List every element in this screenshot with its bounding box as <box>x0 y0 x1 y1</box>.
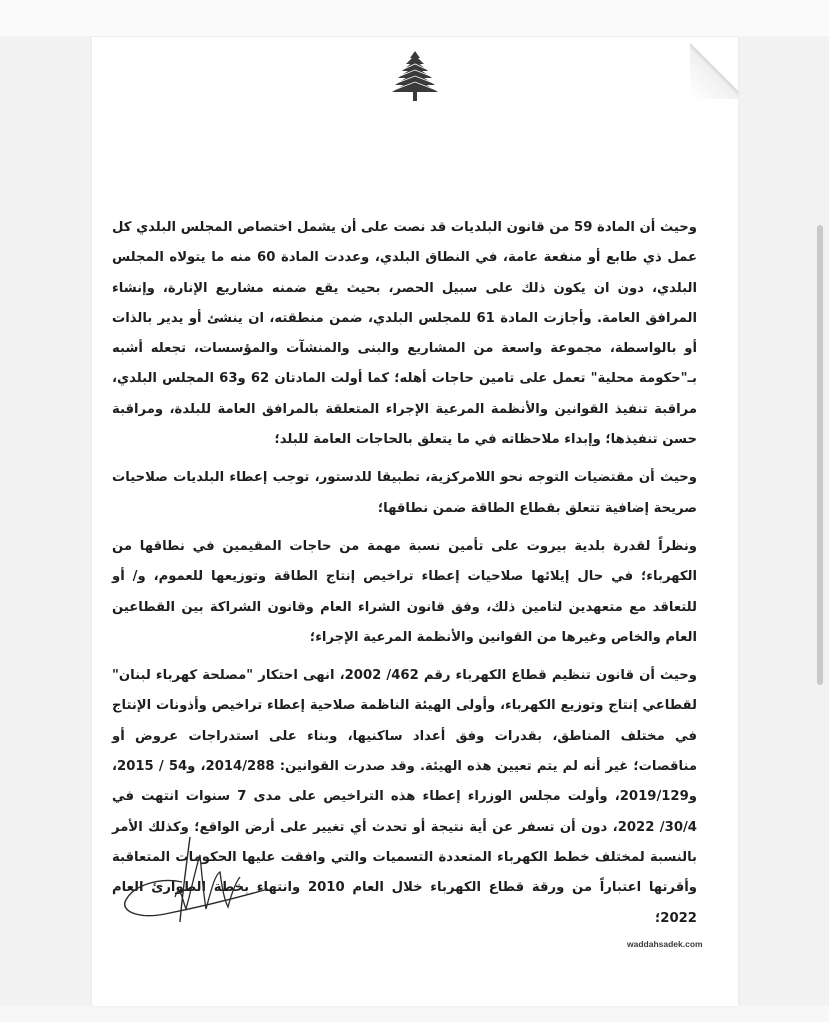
paragraph-3: ونظراً لقدرة بلدية بيروت على تأمين نسبة مهمة من حاجات المقيمين في نطاقها من الكهرباء؛ في حال إيلائها صلاحيات إعطاء تراخيص إنتاج الطاقة وتوزيعها للعموم، و/ أو للتعاقد مع متعهدين لتامين ذلك، وفق قانون الشراء العام وقانون الشراكة بين القطاعين العام والخاص وغيرها من القوانين والأنظمة المرعية الإجراء؛ <box>112 538 697 645</box>
paragraph-4: وحيث أن قانون تنظيم قطاع الكهرباء رقم 462/ 2002، انهى احتكار "مصلحة كهرباء لبنان" لقطاعي إنتاج وتوزيع الكهرباء، وأولى الهيئة الناظمة صلاحية إعطاء تراخيص وأذونات الإنتاج في مختلف المناطق، بقدرات وفق أعداد ساكنيها، وبناء على استدراجات عروض أو مناقصات؛ غير أنه لم يتم تعيين هذه الهيئة. وقد صدرت القوانين: 2014/288، و54 / 2015، و2019/129، وأولت مجلس الوزراء إعطاء هذه التراخيص على مدى 7 سنوات انتهت في 30/4/ 2022، دون أن تسفر عن أية نتيجة أو تحدث أي تغيير على أرض الواقع؛ وكذلك الأمر بالنسبة لمختلف خطط الكهرباء المتعددة التسميات والتي وافقت عليها الحكومات المتعاقبة وأقرتها اعتباراً من ورقة قطاع الكهرباء خلال العام 2010 وانتهاء بخطة الطوارئ العام 2022؛ <box>112 668 697 926</box>
cedar-tree-icon <box>384 47 446 109</box>
viewer-top-margin <box>0 0 829 36</box>
document-page <box>92 37 738 1006</box>
website-footer: waddahsadek.com <box>627 939 703 949</box>
signature <box>120 827 270 927</box>
scrollbar-thumb[interactable] <box>817 225 823 685</box>
viewer-bottom-margin <box>0 1006 829 1022</box>
paragraph-2: وحيث أن مقتضيات التوجه نحو اللامركزية، تطبيقا للدستور، توجب إعطاء البلديات صلاحيات صريحة إضافية تتعلق بقطاع الطاقة ضمن نطاقها؛ <box>112 470 697 516</box>
paragraph-1: وحيث أن المادة 59 من قانون البلديات قد نصت على أن يشمل اختصاص المجلس البلدي كل عمل ذي طابع أو منفعة عامة، في النطاق البلدي، وعددت المادة 60 منه ما يتولاه المجلس البلدي، دون ان يكون ذلك على سبيل الحصر، بحيث يقع ضمنه مشاريع الإنارة، وإنشاء المرافق العامة. وأجازت المادة 61 للمجلس البلدي، ضمن منطقته، ان ينشئ أو يدير بالذات أو بالواسطة، مجموعة واسعة من المشاريع والبنى والمنشآت والمؤسسات، تجعله أشبه بـ"حكومة محلية" تعمل على تامين حاجات أهله؛ كما أولت المادتان 62 و63 المجلس البلدي، مراقبة تنفيذ القوانين والأنظمة المرعية الإجراء المتعلقة بالمرافق العامة للبلدة، ومراقبة حسن تنفيذها؛ وإبداء ملاحظاته في ما يتعلق بالحاجات العامة للبلد؛ <box>112 220 697 448</box>
folded-corner <box>690 37 738 99</box>
